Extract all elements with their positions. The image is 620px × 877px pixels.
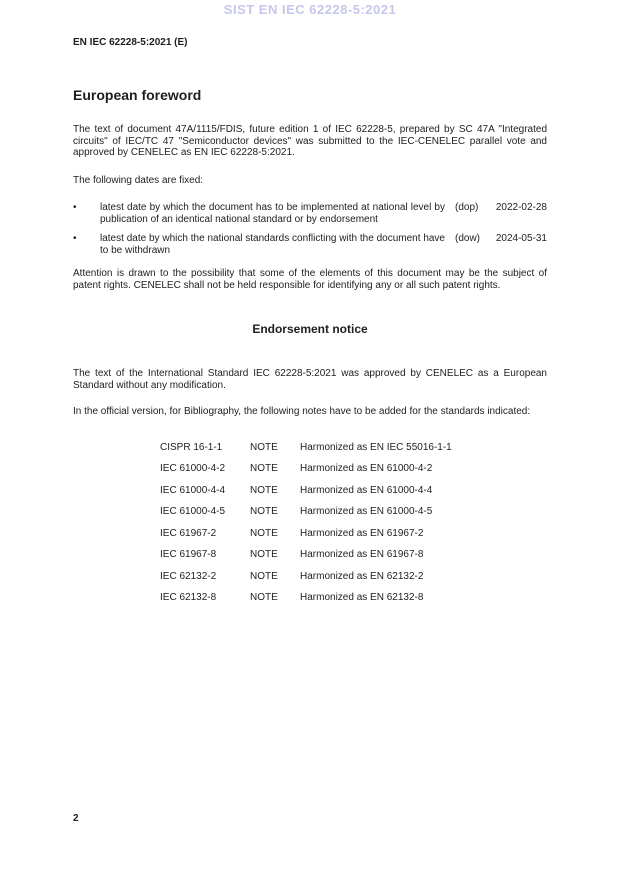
foreword-title: European foreword <box>73 87 202 103</box>
harmonized-text: Harmonized as EN 61000-4-2 <box>300 463 433 474</box>
standard-ref: IEC 62132-2 <box>160 570 217 582</box>
standard-ref: IEC 61967-2 <box>160 527 217 539</box>
fixed-dates-list <box>73 202 547 256</box>
watermark-header: SIST EN IEC 62228-5:2021 <box>223 2 397 17</box>
list-item-dop <box>73 202 547 225</box>
endorsement-paragraph-1: The text of the International Standard IEC 62228-5:2021 was approved by CENELEC as a European Standard without any modification. <box>73 368 547 391</box>
list-item-dow <box>73 233 547 256</box>
table-row <box>160 501 547 523</box>
bullet-icon: • <box>73 202 77 213</box>
table-row <box>160 587 547 609</box>
endorsement-title: Endorsement notice <box>252 322 368 336</box>
note-label: NOTE <box>250 463 278 474</box>
harmonized-text: Harmonized as EN 61967-2 <box>300 527 424 539</box>
note-label: NOTE <box>250 549 278 560</box>
note-label: NOTE <box>250 527 278 539</box>
patent-rights-paragraph: Attention is drawn to the possibility that some of the elements of this document may be the subject of patent rights. CENELEC shall not be held responsible for identifying any or all such patent rights. <box>73 268 547 291</box>
standard-ref: IEC 61000-4-5 <box>160 506 226 517</box>
document-reference: EN IEC 62228-5:2021 (E) <box>73 37 188 48</box>
page-number: 2 <box>73 813 79 824</box>
dop-date: 2022-02-28 <box>495 202 547 213</box>
endorsement-paragraph-2: In the official version, for Bibliography, the following notes have to be added for the standards indicated: <box>73 406 531 417</box>
bullet-icon: • <box>73 233 77 244</box>
note-label: NOTE <box>250 506 278 517</box>
dow-description: latest date by which the national standards conflicting with the document have to be withdrawn <box>100 233 445 256</box>
harmonized-text: Harmonized as EN 62132-2 <box>300 570 424 582</box>
standard-ref: IEC 61000-4-4 <box>160 484 226 496</box>
harmonized-text: Harmonized as EN 61000-4-4 <box>300 484 433 496</box>
table-row <box>160 523 547 545</box>
table-row <box>160 480 547 502</box>
dop-description: latest date by which the document has to be implemented at national level by publication of an identical national standard or by endorsement <box>100 202 445 225</box>
table-row <box>160 566 547 588</box>
dow-date: 2024-05-31 <box>495 233 547 244</box>
page-content <box>73 86 547 609</box>
foreword-paragraph-1: The text of document 47A/1115/FDIS, future edition 1 of IEC 62228-5, prepared by SC 47A "Integrated circuits" of IEC/TC 47 "Semiconductor devices" was submitted to the IEC-CENELEC parallel vote and approved by CENELEC as EN IEC 62228-5:2021. <box>73 124 547 158</box>
standard-ref: IEC 61967-8 <box>160 549 217 560</box>
note-label: NOTE <box>250 592 278 603</box>
note-label: NOTE <box>250 570 278 582</box>
harmonized-standards-table <box>160 437 547 609</box>
harmonized-text: Harmonized as EN IEC 55016-1-1 <box>300 441 452 453</box>
harmonized-text: Harmonized as EN 61000-4-5 <box>300 506 433 517</box>
table-row <box>160 544 547 566</box>
note-label: NOTE <box>250 441 278 453</box>
harmonized-text: Harmonized as EN 62132-8 <box>300 592 424 603</box>
table-row <box>160 458 547 480</box>
dop-abbreviation: (dop) <box>455 202 479 213</box>
standard-ref: CISPR 16-1-1 <box>160 441 223 453</box>
standard-ref: IEC 62132-8 <box>160 592 217 603</box>
table-row <box>160 437 547 459</box>
standard-ref: IEC 61000-4-2 <box>160 463 226 474</box>
dow-abbreviation: (dow) <box>455 233 481 244</box>
note-label: NOTE <box>250 484 278 496</box>
foreword-paragraph-2: The following dates are fixed: <box>73 174 204 186</box>
harmonized-text: Harmonized as EN 61967-8 <box>300 549 424 560</box>
